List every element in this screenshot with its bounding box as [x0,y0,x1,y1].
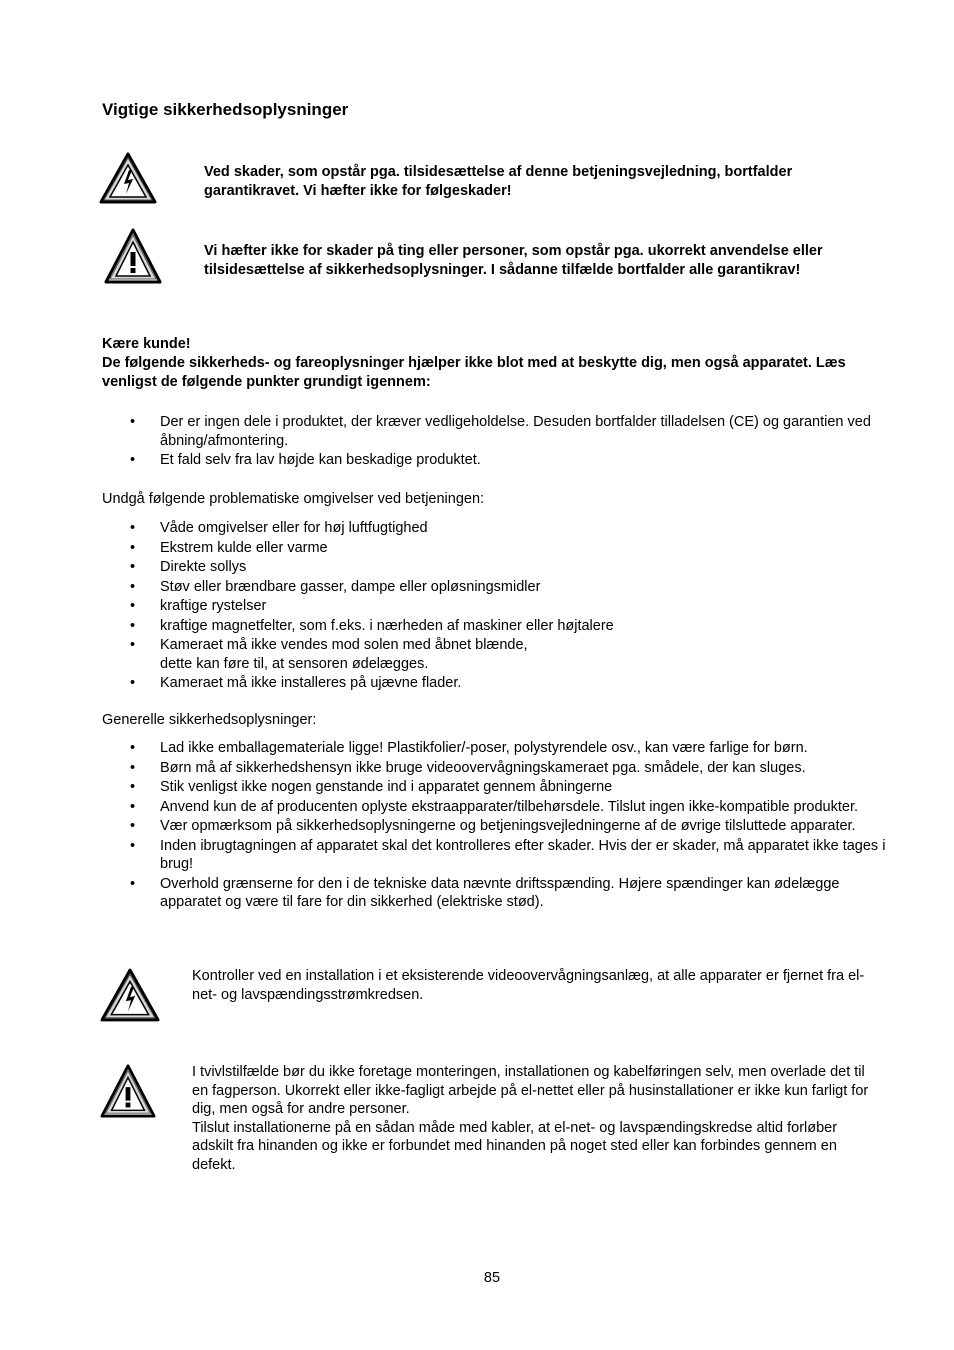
bullet-marker: • [130,798,136,815]
bullet-marker: • [130,520,136,536]
page-title: Vigtige sikkerhedsoplysninger [102,100,349,119]
page-number: 85 [483,1270,501,1286]
list-item: • Vær opmærksom på sikkerhedsoplysningerne og betjeningsvejledningerne af de øvrige tilsluttede apparater. [130,818,856,834]
bullet-marker: • [130,617,136,634]
bullet-marker: • [130,559,136,575]
bullet-list-general [102,739,892,913]
bullet-marker: • [130,675,136,691]
warning-text-liability: Vi hæfter ikke for skader på ting eller personer, som opstår pga. ukorrekt anvendelse eller tilsidesættelse af sikkerhedsoplysninger. I sådanne tilfælde bortfalder alle garantikrav! [204,243,823,278]
list-item: • Overhold grænserne for den i de tekniske data nævnte driftsspænding. Højere spændinger kan ødelægge apparatet og være til fare for din sikkerhed (elektriske stød). [130,875,840,910]
warning-text-professional: I tvivlstilfælde bør du ikke foretage monteringen, installationen og kabelføringen selv, men overlade det til en fagperson. Ukorrekt eller ikke-fagligt arbejde på el-nettet eller på husinstallationer er ikke kun farligt for dig, men også for andre personer. Tilslut installationerne på en sådan måde med kabler, at el-net- og lavspændingskredse altid forløber adskilt fra hinanden og ikke er forbundet med hinanden på noget sted eller kan forbindes gennem en defekt. [192,1064,869,1173]
list-item: • Lad ikke emballagemateriale ligge! Plastikfolier/-poser, polystyrendele osv., kan være farlige for børn. [130,740,808,756]
warning-text-damage: Ved skader, som opstår pga. tilsidesættelse af denne betjeningsvejledning, bortfalder garantikravet. Vi hæfter ikke for følgeskader! [204,164,793,199]
list-item: • Anvend kun de af producenten oplyste ekstraapparater/tilbehørsdele. Tilslut ingen ikke-kompatible produkter. [130,798,859,815]
list-item: • Et fald selv fra lav højde kan beskadige produktet. [130,452,481,468]
exclamation-warning-icon [100,1064,156,1118]
list-item: • kraftige rystelser [130,598,267,614]
list-item: • Våde omgivelser eller for høj luftfugtighed [130,520,428,536]
bullet-marker: • [130,414,136,430]
high-voltage-icon [100,968,160,1022]
bullet-marker: • [130,759,136,776]
bullet-marker: • [130,875,136,892]
intro-text: De følgende sikkerheds- og fareoplysninger hjælper ikke blot med at beskytte dig, men også apparatet. Læs venligst de følgende punkter grundigt igennem: [102,355,846,390]
list-item: • Ekstrem kulde eller varme [130,539,328,556]
avoid-heading: Undgå følgende problematiske omgivelser ved betjeningen: [102,491,485,507]
bullet-marker: • [130,740,136,756]
list-item: • Børn må af sikkerhedshensyn ikke bruge videoovervågningskameraet pga. smådele, der kan sluges. [130,759,806,776]
high-voltage-icon [99,152,157,204]
bullet-marker: • [130,578,136,595]
list-item: • Kameraet må ikke vendes mod solen med åbnet blænde, dette kan føre til, at sensoren ødelægges. [130,637,528,672]
list-item: • Stik venligst ikke nogen genstande ind i apparatet gennem åbningerne [130,779,613,795]
bullet-list-environment [102,519,892,694]
bullet-marker: • [130,539,136,556]
list-item: • Kameraet må ikke installeres på ujævne flader. [130,675,462,691]
bullet-marker: • [130,452,136,468]
warning-text-installation: Kontroller ved en installation i et eksisterende videoovervågningsanlæg, at alle apparater er fjernet fra el-net- og lavspændingsstrømkredsen. [192,968,865,1003]
greeting: Kære kunde! [102,336,191,352]
list-item: • Direkte sollys [130,559,247,575]
bullet-marker: • [130,779,136,795]
bullet-marker: • [130,637,136,653]
list-item: • Inden ibrugtagningen af apparatet skal det kontrolleres efter skader. Hvis der er skader, må apparatet ikke tages i brug! [130,837,886,872]
list-item: • Støv eller brændbare gasser, dampe eller opløsningsmidler [130,578,541,595]
bullet-marker: • [130,837,136,854]
list-item: • Der er ingen dele i produktet, der kræver vedligeholdelse. Desuden bortfalder tilladelsen (CE) og garantien ved åbning/afmontering. [130,414,871,449]
bullet-list-product [102,413,892,471]
general-heading: Generelle sikkerhedsoplysninger: [102,712,317,728]
bullet-marker: • [130,818,136,834]
exclamation-warning-icon [104,228,162,284]
bullet-marker: • [130,598,136,614]
list-item: • kraftige magnetfelter, som f.eks. i nærheden af maskiner eller højtalere [130,617,614,634]
